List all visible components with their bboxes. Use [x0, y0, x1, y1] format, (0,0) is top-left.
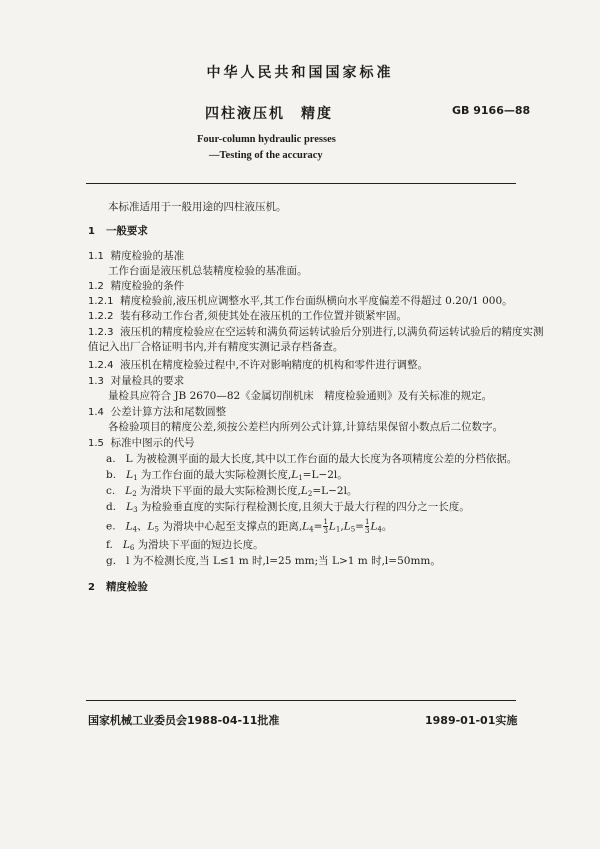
list-item-a: a. L 为被检测平面的最大长度,其中以工作台面的最大长度为各项精度公差的分档依据。	[106, 453, 518, 465]
list-item-f: f. $L_6$ 为滑块下平面的短边长度。	[106, 539, 264, 552]
section-2-heading: 2 精度检验	[88, 581, 148, 593]
english-title-line1: Four-column hydraulic presses	[197, 134, 336, 145]
fraction-one-third: $\frac{1}{3}$	[323, 518, 328, 535]
intro-text: 本标准适用于一般用途的四柱液压机。	[108, 201, 287, 213]
section-1-2-1: 1.2.1 精度检验前,液压机应调整水平,其工作台面纵横向水平度偏差不得超过 0.20/1 000。	[88, 295, 513, 307]
fraction-one-third-2: $\frac{1}{3}$	[364, 518, 370, 535]
top-divider	[86, 183, 516, 184]
effective-date: 1989-01-01实施	[425, 714, 518, 727]
list-item-e: e. $L_4$、$L_5$ 为滑块中心起至支撑点的距离$,L_4=$ $\frac{1}{3}$ $L_1,L_5=$ $\frac{1}{3}$ $L_4$。	[106, 518, 393, 535]
list-item-d: d. $L_3$ 为检验垂直度的实际行程检测长度,且须大于最大行程的四分之一长度。	[106, 501, 470, 514]
list-item-b: b. $L_1$ 为工作台面的最大实际检测长度$,L_1=L-2l$。	[106, 469, 348, 482]
section-1-1-heading: 1.1 精度检验的基准	[88, 250, 185, 262]
list-item-g: g. l 为不检测长度,当 L≤1 m 时,l=25 mm;当 L>1 m 时,l=50mm。	[106, 555, 441, 567]
section-1-3-heading: 1.3 对量检具的要求	[88, 375, 185, 387]
section-1-3-text: 量检具应符合 JB 2670—82《金属切削机床 精度检验通则》及有关标准的规定。	[108, 390, 493, 402]
section-1-2-4: 1.2.4 液压机在精度检验过程中,不许对影响精度的机构和零件进行调整。	[88, 359, 428, 371]
section-1-4-heading: 1.4 公差计算方法和尾数圆整	[88, 406, 227, 418]
section-1-2-2: 1.2.2 装有移动工作台者,须使其处在液压机的工作位置并锁紧牢固。	[88, 310, 407, 322]
section-1-2-3-cont: 值记入出厂合格证明书内,并有精度实测记录存档备查。	[88, 341, 344, 353]
document-title: 四柱液压机 精度	[205, 106, 333, 122]
section-1-2-3: 1.2.3 液压机的精度检验应在空运转和满负荷运转试验后分别进行,以满负荷运转试验后的精度实测	[88, 326, 544, 338]
english-title-line2: —Testing of the accuracy	[209, 150, 323, 161]
section-1-4-text: 各检验项目的精度公差,须按公差栏内所列公式计算,计算结果保留小数点后二位数字。	[108, 421, 504, 433]
bottom-divider	[86, 700, 516, 701]
section-1-2-heading: 1.2 精度检验的条件	[88, 280, 185, 292]
section-1-1-text: 工作台面是液压机总装精度检验的基准面。	[108, 265, 308, 277]
approval-line: 国家机械工业委员会1988-04-11批准	[88, 714, 280, 727]
standard-type-header: 中华人民共和国国家标准	[206, 65, 394, 81]
section-1-5-heading: 1.5 标准中图示的代号	[88, 437, 195, 449]
list-item-c: c. $L_2$ 为滑块下平面的最大实际检测长度$,L_2=L-2l$。	[106, 485, 358, 498]
gb-number: GB 9166—88	[452, 104, 531, 117]
section-1-heading: 1 一般要求	[88, 225, 148, 237]
